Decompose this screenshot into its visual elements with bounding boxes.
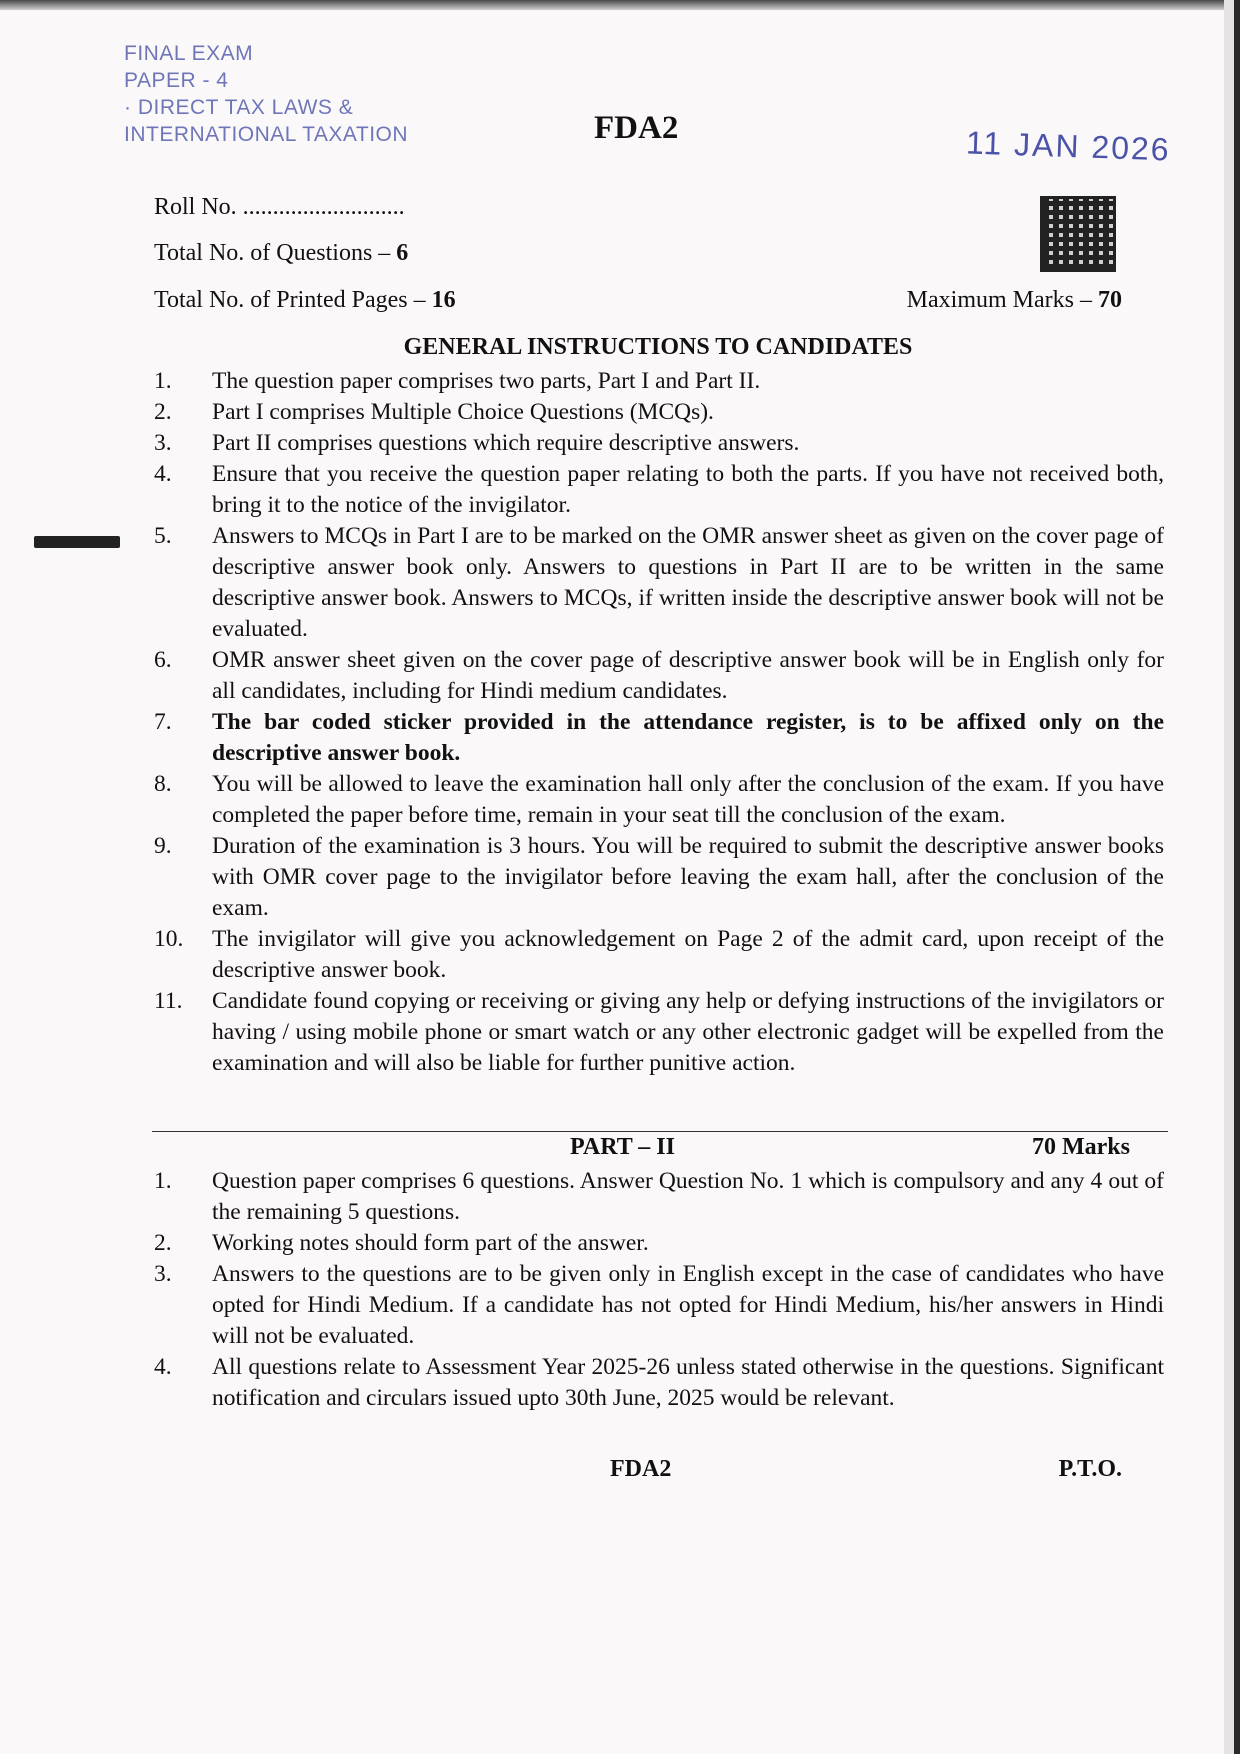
item-text: You will be allowed to leave the examination hall only after the conclusion of the exam. If you have completed the paper before time, remain in your seat till the conclusion of the exam.: [212, 771, 1164, 828]
item-text: Duration of the examination is 3 hours. You will be required to submit the descriptive answer books with OMR cover page to the invigilator before leaving the exam hall, after the conclusion of the exam.: [212, 833, 1164, 921]
item-text: OMR answer sheet given on the cover page of descriptive answer book will be in English only for all candidates, including for Hindi medium candidates.: [212, 647, 1164, 704]
list-item: [154, 366, 1164, 397]
total-questions-value: 6: [396, 240, 409, 266]
item-text: The question paper comprises two parts, Part I and Part II.: [212, 368, 761, 394]
max-marks-value: 70: [1098, 287, 1122, 313]
item-text: Question paper comprises 6 questions. Answer Question No. 1 which is compulsory and any 4 out of the remaining 5 questions.: [212, 1168, 1164, 1225]
item-number: 8.: [154, 771, 172, 797]
item-number: 11.: [154, 988, 183, 1014]
roll-number: Roll No. ...........................: [154, 194, 405, 220]
list-item: [154, 769, 1164, 831]
part-two-title: PART – II: [570, 1134, 675, 1160]
item-text: Answers to MCQs in Part I are to be marked on the OMR answer sheet as given on the cover page of descriptive answer book only. Answers to questions in Part II are to be written in the same descriptive answer book. Answers to MCQs, if written inside the descriptive answer book will not be evaluated.: [212, 523, 1164, 642]
list-item: [154, 1166, 1164, 1228]
item-text: Candidate found copying or receiving or giving any help or defying instructions of the invigilators or having / using mobile phone or smart watch or any other electronic gadget will be expelled from the examination and will also be liable for further punitive action.: [212, 988, 1164, 1076]
list-item: [154, 1352, 1164, 1414]
total-pages-value: 16: [431, 287, 456, 313]
stamp-line: · DIRECT TAX LAWS &: [124, 96, 354, 119]
total-pages-label: Total No. of Printed Pages –: [154, 287, 432, 313]
part-two-marks: 70 Marks: [1032, 1134, 1130, 1160]
max-marks-label: Maximum Marks –: [906, 287, 1098, 313]
total-questions-label: Total No. of Questions –: [154, 240, 397, 266]
item-number: 1.: [154, 1168, 172, 1194]
margin-mark: [34, 536, 120, 548]
paper-code: FDA2: [594, 110, 679, 146]
item-number: 9.: [154, 833, 172, 859]
divider: [152, 1131, 1168, 1132]
footer-pto: P.T.O.: [1058, 1456, 1122, 1482]
item-number: 3.: [154, 1261, 172, 1287]
list-item: [154, 459, 1164, 521]
item-text: The bar coded sticker provided in the attendance register, is to be affixed only on the descriptive answer book.: [212, 709, 1164, 766]
paper-stamp: [124, 40, 408, 148]
item-number: 3.: [154, 430, 172, 456]
stamp-line: FINAL EXAM: [124, 42, 254, 65]
item-number: 5.: [154, 523, 172, 549]
item-text: The invigilator will give you acknowledgement on Page 2 of the admit card, upon receipt of the descriptive answer book.: [212, 926, 1164, 983]
stamp-line: PAPER - 4: [124, 69, 229, 92]
item-number: 4.: [154, 1354, 172, 1380]
list-item: [154, 397, 1164, 428]
item-number: 10.: [154, 926, 184, 952]
list-item: [154, 924, 1164, 986]
stamp-line: INTERNATIONAL TAXATION: [124, 123, 409, 146]
page-edge-right: [1234, 0, 1240, 1754]
general-instructions-list: [154, 366, 1164, 1079]
item-text: Part I comprises Multiple Choice Questions (MCQs).: [212, 399, 714, 425]
maximum-marks: [907, 287, 1122, 314]
item-text: Ensure that you receive the question paper relating to both the parts. If you have not received both, bring it to the notice of the invigilator.: [212, 461, 1164, 518]
item-text: All questions relate to Assessment Year 2025-26 unless stated otherwise in the questions. Significant notification and circulars issued upto 30th June, 2025 would be relevant.: [212, 1354, 1164, 1411]
list-item: [154, 986, 1164, 1079]
list-item: [154, 645, 1164, 707]
footer-paper-code: FDA2: [610, 1456, 672, 1482]
item-text: Part II comprises questions which require descriptive answers.: [212, 430, 800, 456]
instructions-heading: GENERAL INSTRUCTIONS TO CANDIDATES: [403, 334, 913, 360]
item-number: 1.: [154, 368, 172, 394]
date-stamp: 11 JAN 2026: [965, 124, 1172, 168]
list-item: [154, 707, 1164, 769]
part-two-instructions-list: [154, 1166, 1164, 1414]
total-pages: [154, 287, 456, 314]
list-item: [154, 428, 1164, 459]
list-item: [154, 521, 1164, 645]
item-number: 2.: [154, 1230, 172, 1256]
item-number: 7.: [154, 709, 172, 735]
list-item: [154, 831, 1164, 924]
item-number: 4.: [154, 461, 172, 487]
item-number: 6.: [154, 647, 172, 673]
item-text: Working notes should form part of the answer.: [212, 1230, 649, 1256]
item-text: Answers to the questions are to be given only in English except in the case of candidates who have opted for Hindi Medium. If a candidate has not opted for Hindi Medium, his/her answers in Hindi will not be evaluated.: [212, 1261, 1164, 1349]
item-number: 2.: [154, 399, 172, 425]
page-shadow: [1224, 0, 1234, 1754]
page-edge-top: [0, 0, 1240, 10]
list-item: [154, 1228, 1164, 1259]
list-item: [154, 1259, 1164, 1352]
total-questions: [154, 240, 408, 267]
qr-code-icon: [1040, 196, 1116, 272]
